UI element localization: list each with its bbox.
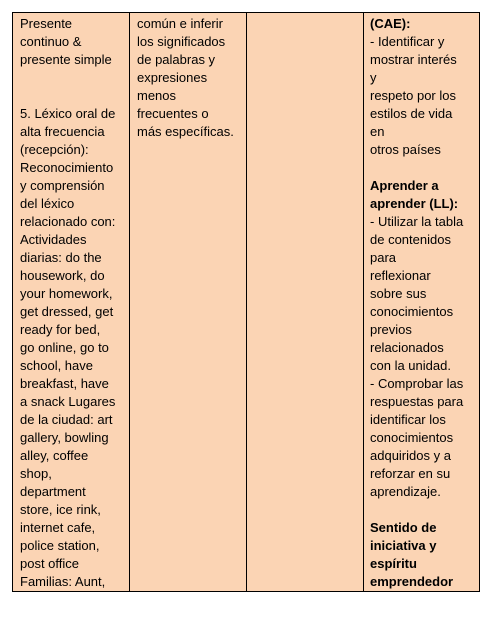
cell-text-line: expresiones [137,70,208,85]
cell-text-line: department [20,484,86,499]
cell-text-line: conocimientos [370,304,454,319]
cell-text-line: diarias: do the [20,250,102,265]
cell-text-line: your homework, [20,286,113,301]
cell-text-line: estilos de vida [370,106,453,121]
cell-text-line: más específicas. [137,124,234,139]
cell-text-line: - Comprobar las [370,376,464,391]
blank-line [20,87,115,105]
cell-text-line: post office [20,556,80,571]
cell-text-line: reflexionar [370,268,431,283]
cell-text-line: del léxico [20,196,75,211]
cell-text-line: los significados [137,34,226,49]
cell-text-line: - Utilizar la tabla [370,214,464,229]
cell-heading-line: Aprender a [370,178,439,193]
cell-text-line: otros países [370,142,441,157]
cell-text-line: Familias: Aunt, [20,574,106,589]
blank-line [20,69,115,87]
cell-heading-line: Sentido de [370,520,437,535]
cell-text-line: de contenidos [370,232,451,247]
cell-text-line: shop, [20,466,52,481]
cell-text-line: get dressed, get [20,304,114,319]
cell-text-line: adquiridos y a [370,448,451,463]
cell-text-line: relacionados [370,340,444,355]
cell-text-line: respeto por los [370,88,456,103]
cell-text-line: y comprensión [20,178,105,193]
cell-text-line: police station, [20,538,100,553]
cell-heading-line: emprendedor [370,574,454,589]
cell-text-line: Presente [20,16,73,31]
cell-text-line: de palabras y [137,52,216,67]
cell-text-line: go online, go to [20,340,109,355]
cell-text-line: store, ice rink, [20,502,101,517]
cell-text-line: alta frecuencia [20,124,105,139]
cell-text-line: previos [370,322,412,337]
cell-text-line: (recepción): [20,142,89,157]
cell-text-line: Actividades [20,232,87,247]
cell-text-line: - Identificar y [370,34,445,49]
cell-text-line: housework, do [20,268,105,283]
cell-text-line: Reconocimiento [20,160,114,175]
cell-text-line: internet cafe, [20,520,96,535]
cell-text-line: aprendizaje. [370,484,441,499]
cell-text-line: de la ciudad: art [20,412,113,427]
column-divider [246,13,247,591]
cell-heading-line: aprender (LL): [370,196,459,211]
cell-text-line: respuestas para [370,394,464,409]
cell-text-line: menos [137,88,177,103]
cell-text-line: mostrar interés [370,52,457,67]
cell-text-line: continuo & [20,34,82,49]
cell-criterios [137,15,234,141]
cell-text-line: relacionado con: [20,214,116,229]
blank-line [370,501,463,519]
blank-line [370,159,463,177]
cell-text-line: con la unidad. [370,358,451,373]
cell-text-line: y [370,70,377,85]
cell-text-line: ready for bed, [20,322,101,337]
cell-text-line: school, have [20,358,93,373]
cell-text-line: sobre sus [370,286,427,301]
column-divider [129,13,130,591]
cell-contenidos [20,15,115,591]
cell-text-line: alley, coffee [20,448,89,463]
cell-competencias [370,15,463,591]
cell-text-line: en [370,124,385,139]
cell-text-line: presente simple [20,52,112,67]
cell-text-line: común e inferir [137,16,223,31]
cell-text-line: para [370,250,397,265]
column-divider [363,13,364,591]
curriculum-table [12,12,480,592]
cell-text-line: reforzar en su [370,466,451,481]
cell-text-line: breakfast, have [20,376,109,391]
cell-text-line: a snack Lugares [20,394,116,409]
cell-text-line: 5. Léxico oral de [20,106,116,121]
cell-heading-line: (CAE): [370,16,411,31]
cell-heading-line: espíritu [370,556,417,571]
cell-heading-line: iniciativa y [370,538,437,553]
cell-text-line: identificar los [370,412,446,427]
cell-text-line: gallery, bowling [20,430,109,445]
cell-text-line: frecuentes o [137,106,209,121]
cell-text-line: conocimientos [370,430,454,445]
